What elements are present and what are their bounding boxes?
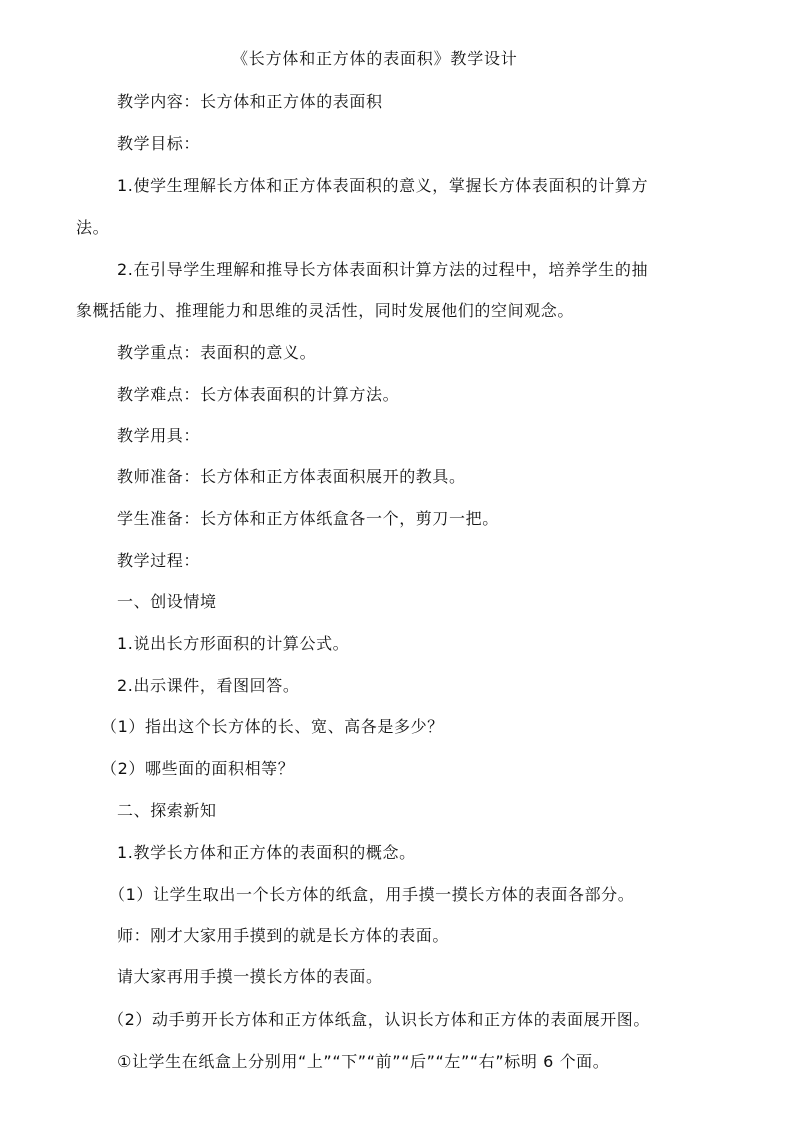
paragraph-line: 1.使学生理解长方体和正方体表面积的意义，掌握长方体表面积的计算方 bbox=[117, 176, 649, 195]
paragraph-line: 法。 bbox=[76, 218, 110, 237]
paragraph-line: 教学难点：长方体表面积的计算方法。 bbox=[117, 385, 400, 404]
paragraph-line: 师：刚才大家用手摸到的就是长方体的表面。 bbox=[117, 926, 450, 945]
paragraph-line: 教学重点：表面积的意义。 bbox=[117, 343, 317, 362]
paragraph-line: 1.说出长方形面积的计算公式。 bbox=[117, 634, 350, 653]
paragraph-line: 1.教学长方体和正方体的表面积的概念。 bbox=[117, 843, 416, 862]
paragraph-line: （1）指出这个长方体的长、宽、高各是多少？ bbox=[101, 717, 444, 736]
paragraph-line: （1）让学生取出一个长方体的纸盒，用手摸一摸长方体的表面各部分。 bbox=[109, 885, 635, 904]
paragraph-line: 教学过程： bbox=[117, 551, 201, 570]
paragraph-line: 教学用具： bbox=[117, 426, 201, 445]
paragraph-line: 2.在引导学生理解和推导长方体表面积计算方法的过程中，培养学生的抽 bbox=[117, 260, 649, 279]
paragraph-line: 学生准备：长方体和正方体纸盒各一个，剪刀一把。 bbox=[117, 509, 499, 528]
paragraph-line: （2）哪些面的面积相等？ bbox=[101, 759, 295, 778]
section-heading: 一、创设情境 bbox=[117, 592, 217, 611]
paragraph-line: （2）动手剪开长方体和正方体纸盒，认识长方体和正方体的表面展开图。 bbox=[108, 1010, 650, 1029]
paragraph-line: 教学内容：长方体和正方体的表面积 bbox=[117, 92, 383, 111]
paragraph-line: 教师准备：长方体和正方体表面积展开的教具。 bbox=[117, 467, 466, 486]
paragraph-line: 教学目标： bbox=[117, 134, 201, 153]
paragraph-line: 象概括能力、推理能力和思维的灵活性，同时发展他们的空间观念。 bbox=[76, 301, 575, 320]
document-title: 《长方体和正方体的表面积》教学设计 bbox=[232, 49, 518, 68]
paragraph-line: 请大家再用手摸一摸长方体的表面。 bbox=[117, 967, 383, 986]
section-heading: 二、探索新知 bbox=[117, 801, 217, 820]
paragraph-line: 2.出示课件，看图回答。 bbox=[117, 676, 300, 695]
paragraph-line: ①让学生在纸盒上分别用“上”“下”“前”“后”“左”“右”标明 6 个面。 bbox=[117, 1052, 610, 1071]
